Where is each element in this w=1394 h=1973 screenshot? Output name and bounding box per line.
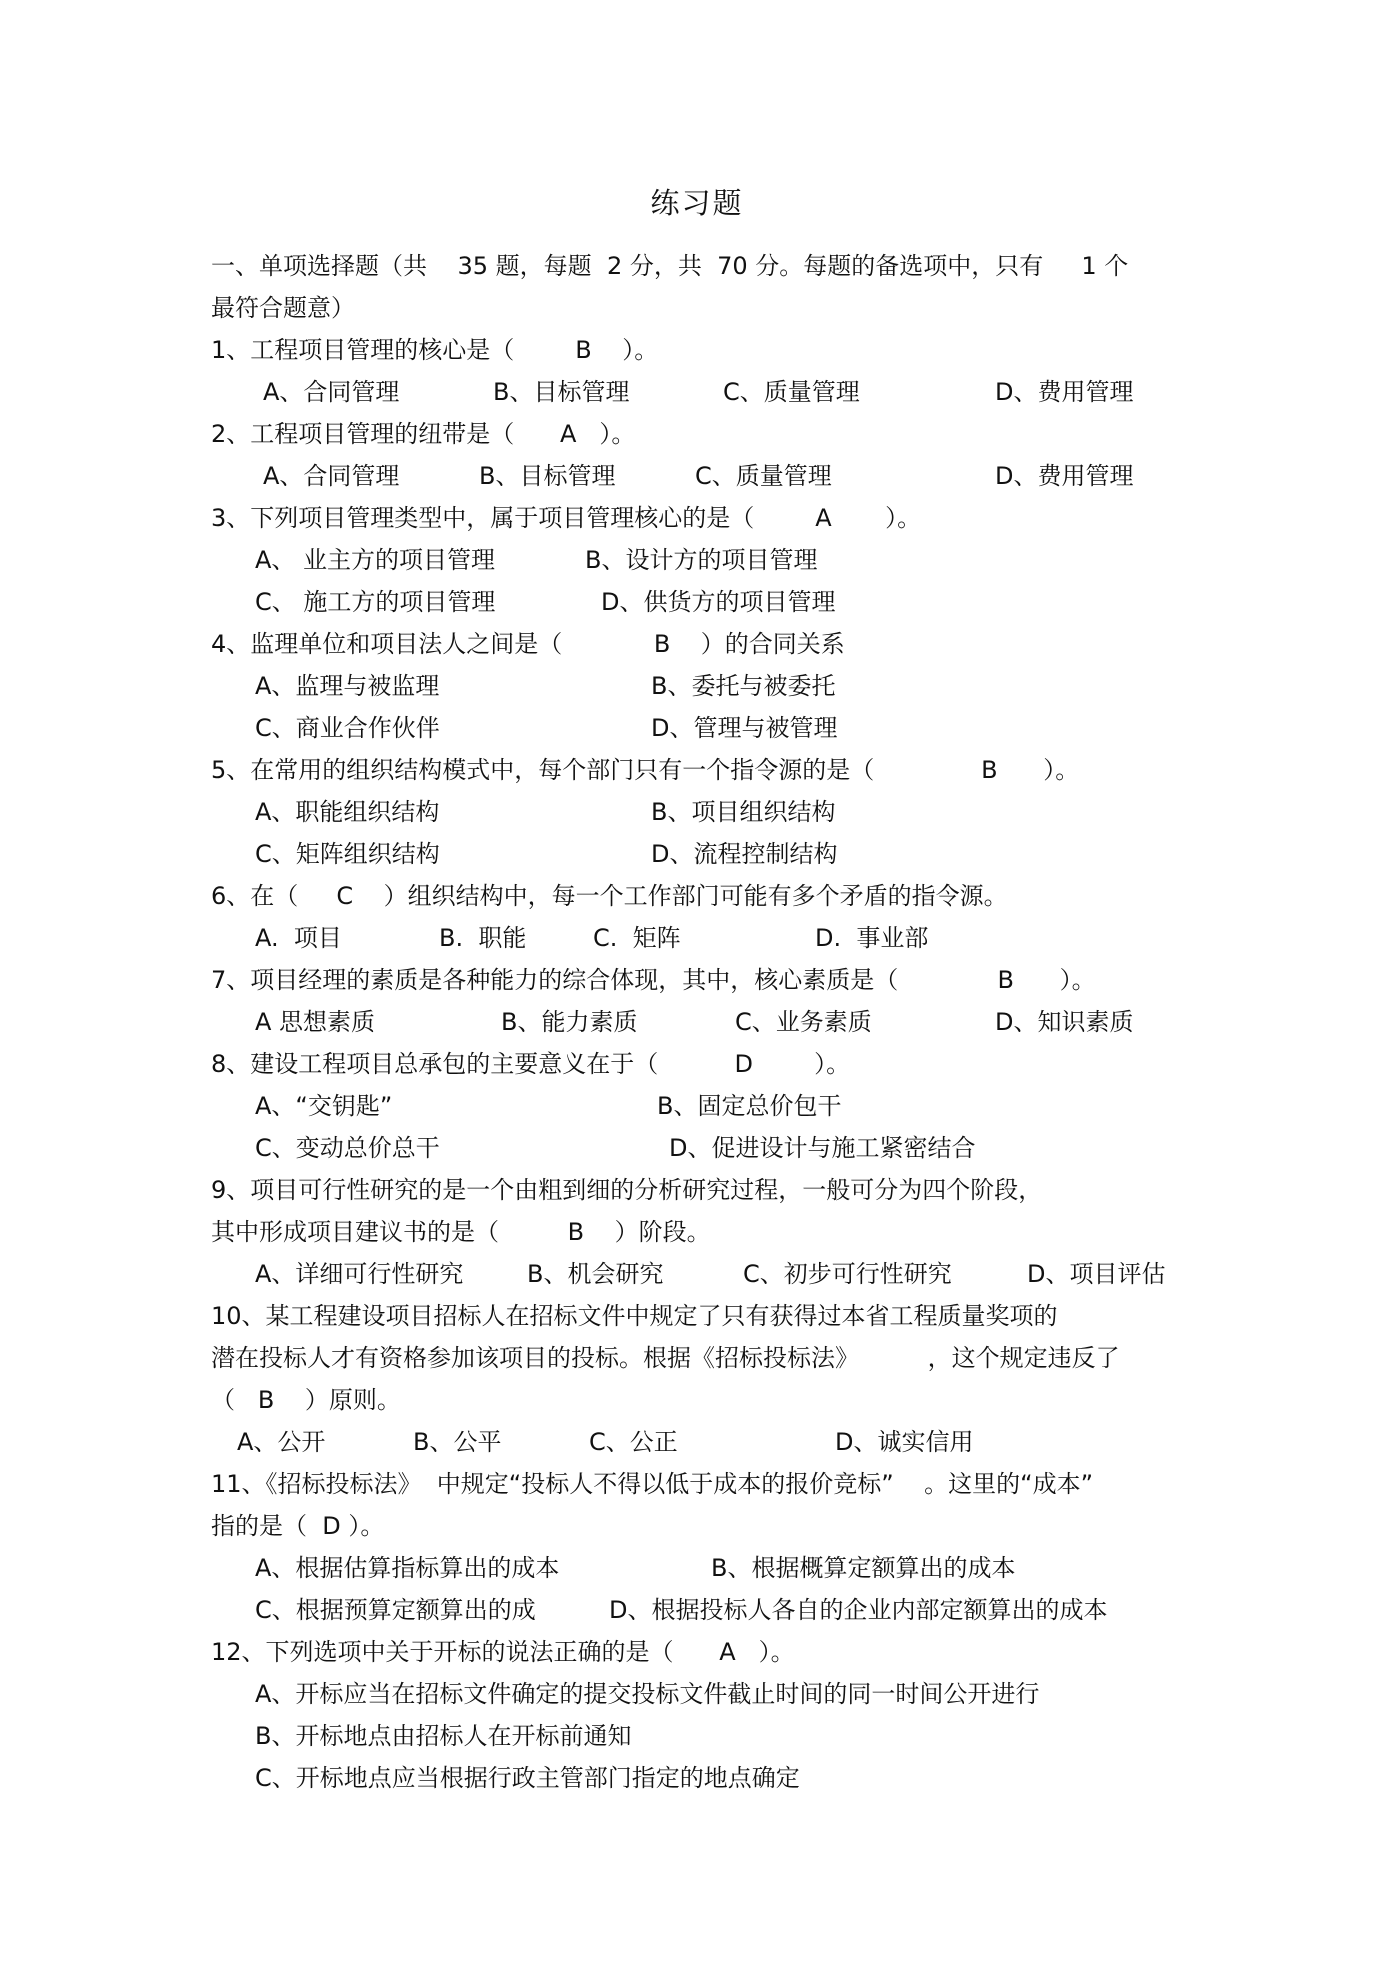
option: D、诚实信用 [835,1428,974,1456]
option: C、变动总价总干 [255,1134,440,1162]
option: D、费用管理 [995,378,1134,406]
question-stem: 8、建设工程项目总承包的主要意义在于（ D ）。 [211,1050,851,1078]
option: D、供货方的项目管理 [601,588,836,616]
option: C、根据预算定额算出的成 [255,1596,536,1624]
option: A、 业主方的项目管理 [255,546,496,574]
option: B、机会研究 [527,1260,664,1288]
question-stem: 4、监理单位和项目法人之间是（ B ）的合同关系 [211,630,845,658]
option-row [211,1421,1201,1463]
option: D、知识素质 [995,1008,1134,1036]
question-stem-cont: 潜在投标人才有资格参加该项目的投标。根据《招标投标法》 ，这个规定违反了 [211,1344,1120,1372]
question-stem: 6、在（ C ）组织结构中，每一个工作部门可能有多个矛盾的指令源。 [211,882,1008,910]
question-stem: 1、工程项目管理的核心是（ B ）。 [211,336,659,364]
option-row [211,707,1201,749]
option: C、质量管理 [695,462,832,490]
question-stem: 2、工程项目管理的纽带是（ A ）。 [211,420,636,448]
option: A 思想素质 [255,1008,376,1036]
option-row [211,1085,1201,1127]
option: B. 职能 [439,924,527,952]
option: B、固定总价包干 [657,1092,842,1120]
option: B、公平 [413,1428,502,1456]
option: A. 项目 [255,924,342,952]
option: B、委托与被委托 [651,672,836,700]
option: B、设计方的项目管理 [585,546,818,574]
question-stem: 10、某工程建设项目招标人在招标文件中规定了只有获得过本省工程质量奖项的 [211,1302,1058,1330]
question-stem-cont: 指的是（ D ）。 [211,1512,385,1540]
document-title: 练习题 [650,186,744,220]
option: A、职能组织结构 [255,798,440,826]
option: A、合同管理 [263,462,400,490]
question-list [211,245,1201,1799]
option-row [211,665,1201,707]
question-stem: 5、在常用的组织结构模式中，每个部门只有一个指令源的是（ B ）。 [211,756,1080,784]
option: B、能力素质 [501,1008,638,1036]
option: A、开标应当在招标文件确定的提交投标文件截止时间的同一时间公开进行 [255,1680,1040,1708]
option: A、根据估算指标算出的成本 [255,1554,560,1582]
option-row [211,1127,1201,1169]
option: D、流程控制结构 [651,840,838,868]
option: A、公开 [237,1428,326,1456]
option: C、业务素质 [735,1008,872,1036]
question-stem: 3、下列项目管理类型中，属于项目管理核心的是（ A ）。 [211,504,922,532]
option: B、根据概算定额算出的成本 [711,1554,1016,1582]
option-row [211,1547,1201,1589]
option-row [211,791,1201,833]
option-row [211,539,1201,581]
option-row [211,833,1201,875]
option: A、监理与被监理 [255,672,440,700]
option-row [211,1589,1201,1631]
option: D. 事业部 [815,924,929,952]
question-stem-cont: 其中形成项目建议书的是（ B ）阶段。 [211,1218,711,1246]
question-stem: 7、项目经理的素质是各种能力的综合体现，其中，核心素质是（ B ）。 [211,966,1096,994]
question-stem: 11、《招标投标法》 中规定“投标人不得以低于成本的报价竞标” 。这里的“成本” [211,1470,1094,1498]
option: A、详细可行性研究 [255,1260,464,1288]
option: C、 施工方的项目管理 [255,588,496,616]
option: C、矩阵组织结构 [255,840,440,868]
option: D、费用管理 [995,462,1134,490]
question-stem: 9、项目可行性研究的是一个由粗到细的分析研究过程，一般可分为四个阶段， [211,1176,1043,1204]
option: B、目标管理 [493,378,630,406]
option: C、商业合作伙伴 [255,714,440,742]
option: C、质量管理 [723,378,860,406]
option: D、根据投标人各自的企业内部定额算出的成本 [609,1596,1108,1624]
option: A、合同管理 [263,378,400,406]
question-stem: 12、下列选项中关于开标的说法正确的是（ A ）。 [211,1638,795,1666]
option-row [211,1001,1201,1043]
option-row [211,581,1201,623]
option-row [211,455,1201,497]
section-heading: 一、单项选择题（共 35 题，每题 2 分，共 70 分。每题的备选项中，只有 1 个 [211,252,1129,280]
option: C. 矩阵 [593,924,681,952]
option: C、开标地点应当根据行政主管部门指定的地点确定 [255,1764,800,1792]
question-stem-cont: （ B ）原则。 [211,1386,401,1414]
option: D、促进设计与施工紧密结合 [669,1134,976,1162]
option: A、“交钥匙” [255,1092,393,1120]
option: B、目标管理 [479,462,616,490]
option-row [211,917,1201,959]
option: B、开标地点由招标人在开标前通知 [255,1722,632,1750]
option: D、项目评估 [1027,1260,1166,1288]
option: C、初步可行性研究 [743,1260,952,1288]
option-row [211,1253,1201,1295]
section-heading-cont: 最符合题意） [211,294,355,322]
option: B、项目组织结构 [651,798,836,826]
option: D、管理与被管理 [651,714,838,742]
option-row [211,371,1201,413]
option: C、公正 [589,1428,678,1456]
